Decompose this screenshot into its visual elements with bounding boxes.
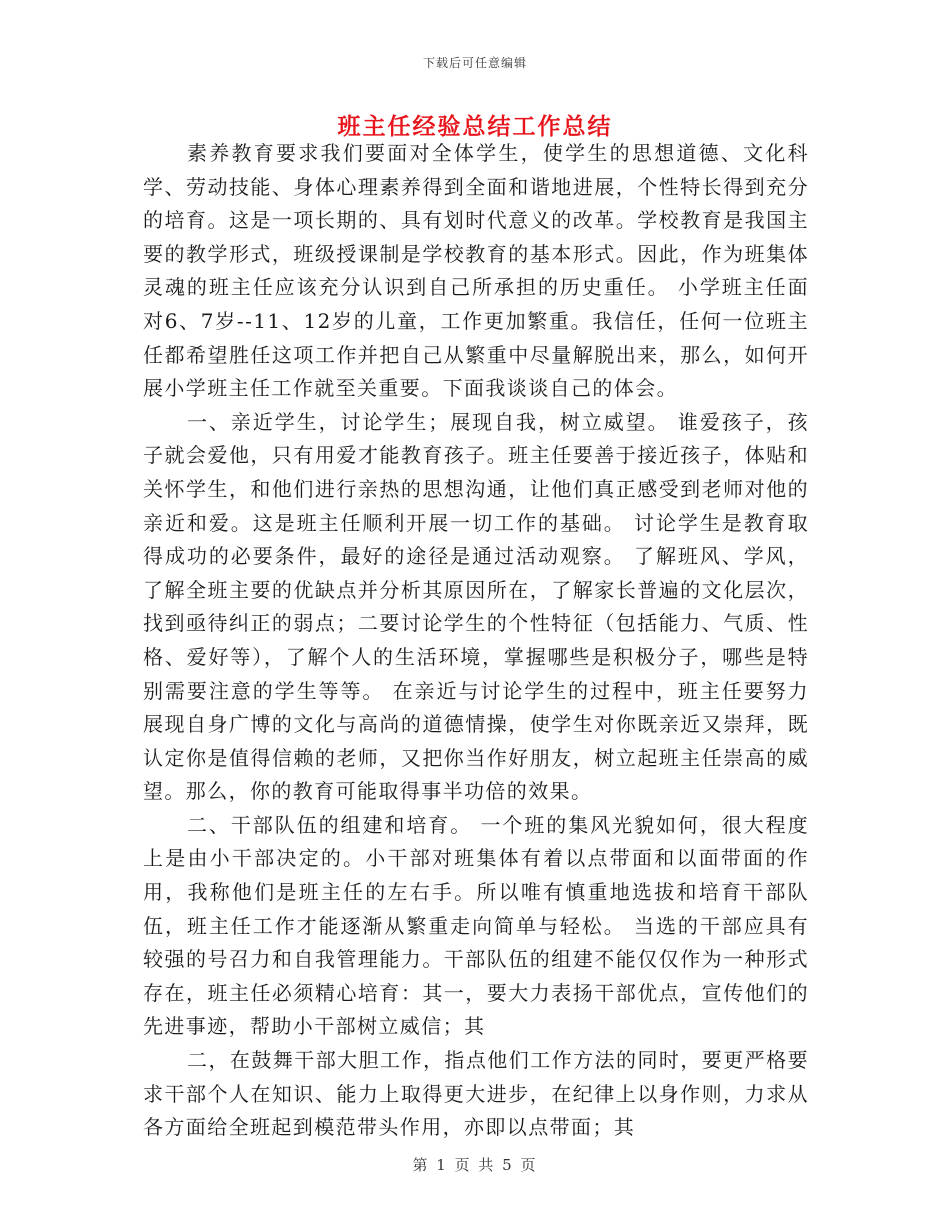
document-body — [143, 137, 809, 1145]
page-total: 5 — [502, 1156, 514, 1174]
paragraph-section-one: 一、亲近学生，讨论学生；展现自我，树立威望。 谁爱孩子，孩子就会爱他，只有用爱才能教育孩子。班主任要善于接近孩子，体贴和关怀学生，和他们进行亲热的思想沟通，让他们真正感受到老师对他的亲近和爱。这是班主任顺利开展一切工作的基础。 讨论学生是教育取得成功的必要条件，最好的途径是通过活动观察。 了解班风、学风，了解全班主要的优缺点并分析其原因所在，了解家长普遍的文化层次，找到亟待纠正的弱点；二要讨论学生的个性特征（包括能力、气质、性格、爱好等），了解个人的生活环境，掌握哪些是积极分子，哪些是特别需要注意的学生等等。 在亲近与讨论学生的过程中，班主任要努力展现自身广博的文化与高尚的道德情操，使学生对你既亲近又崇拜，既认定你是值得信赖的老师，又把你当作好朋友，树立起班主任崇高的威望。那么，你的教育可能取得事半功倍的效果。 — [143, 409, 809, 804]
page-current: 1 — [436, 1156, 448, 1174]
page-number-footer — [0, 1154, 950, 1175]
page-prefix: 第 — [412, 1156, 430, 1174]
page-mid: 页 共 — [454, 1156, 496, 1174]
paragraph-section-two-continued: 二，在鼓舞干部大胆工作，指点他们工作方法的同时，要更严格要求干部个人在知识、能力上取得更大进步，在纪律上以身作则，力求从各方面给全班起到模范带头作用，亦即以点带面；其 — [143, 1048, 809, 1140]
paragraph-intro: 素养教育要求我们要面对全体学生，使学生的思想道德、文化科学、劳动技能、身体心理素养得到全面和谐地进展，个性特长得到充分的培育。这是一项长期的、具有划时代意义的改革。学校教育是我国主要的教学形式，班级授课制是学校教育的基本形式。因此，作为班集体灵魂的班主任应该充分认识到自己所承担的历史重任。 小学班主任面对6、7岁--11、12岁的儿童，工作更加繁重。我信任，任何一位班主任都希望胜任这项工作并把自己从繁重中尽量解脱出来，那么，如何开展小学班主任工作就至关重要。下面我谈谈自己的体会。 — [143, 141, 809, 401]
paragraph-section-two: 二、干部队伍的组建和培育。 一个班的集风光貌如何，很大程度上是由小干部决定的。小干部对班集体有着以点带面和以面带面的作用，我称他们是班主任的左右手。所以唯有慎重地选拔和培育干部队伍，班主任工作才能逐渐从繁重走向简单与轻松。 当选的干部应具有较强的号召力和自我管理能力。干部队伍的组建不能仅仅作为一种形式存在，班主任必须精心培育：其一，要大力表扬干部优点，宣传他们的先进事迹，帮助小干部树立威信；其 — [143, 812, 809, 1039]
header-note: 下载后可任意编辑 — [422, 56, 527, 70]
document-title: 班主任经验总结工作总结 — [337, 113, 613, 140]
page-suffix: 页 — [520, 1156, 538, 1174]
